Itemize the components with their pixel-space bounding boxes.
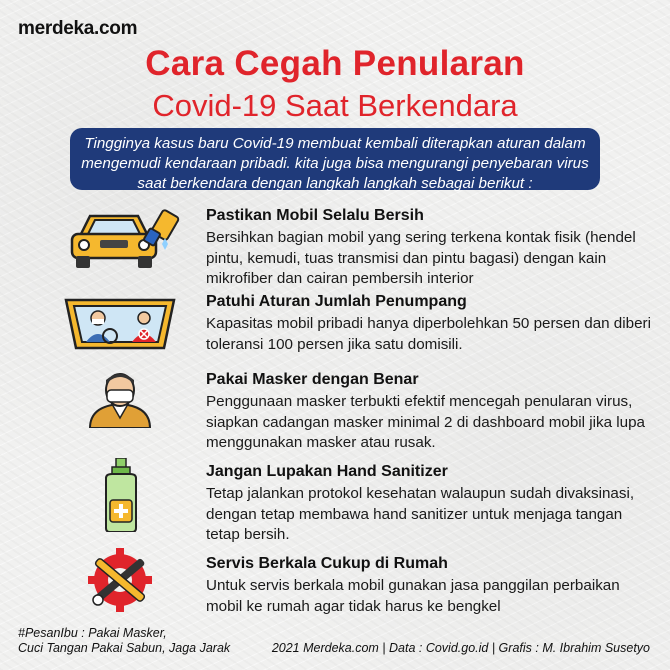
hashtag-note bbox=[18, 626, 230, 656]
hashtag-line-2: Cuci Tangan Pakai Sabun, Jaga Jarak bbox=[18, 641, 231, 655]
credit-line: 2021 Merdeka.com | Data : Covid.go.id | Grafis : M. Ibrahim Susetyo bbox=[271, 641, 650, 655]
masked-person-icon bbox=[60, 370, 180, 433]
page-subtitle: Covid-19 Saat Berkendara bbox=[152, 88, 518, 123]
brand-logo: merdeka.com bbox=[18, 18, 138, 39]
tip-body: Tetap jalankan protokol kesehatan walaupun sudah divaksinasi, dengan tetap membawa hand sanitizer untuk menjaga tangan tetap bersih. bbox=[206, 485, 635, 543]
tools-gear-icon bbox=[60, 548, 180, 617]
car-passenger-icon bbox=[60, 292, 180, 361]
tip-heading: Servis Berkala Cukup di Rumah bbox=[206, 555, 448, 572]
sanitizer-bottle-icon bbox=[60, 458, 180, 537]
tip-heading: Patuhi Aturan Jumlah Penumpang bbox=[206, 293, 467, 310]
tip-body: Bersihkan bagian mobil yang sering terkena kontak fisik (hendel pintu, kemudi, tuas transmisi dan pintu bagasi) dengan kain mikrofiber dan cairan pembersih interior bbox=[206, 229, 636, 287]
intro-box: Tingginya kasus baru Covid-19 membuat kembali diterapkan aturan dalam mengemudi kendaraan pribadi. kita juga bisa mengurangi penyebaran virus saat berkendara dengan langkah langkah sebagai berikut : bbox=[70, 128, 600, 190]
car-cleaning-icon bbox=[60, 206, 180, 281]
tip-body: Penggunaan masker terbukti efektif mencegah penularan virus, siapkan cadangan masker minimal 2 di dashboard mobil jika lupa menggunakan masker atau rusak. bbox=[206, 393, 645, 451]
tip-body: Kapasitas mobil pribadi hanya diperbolehkan 50 persen dan diberi toleransi 100 persen jika satu domisili. bbox=[206, 315, 651, 353]
page-title: Cara Cegah Penularan bbox=[145, 44, 525, 83]
tip-body: Untuk servis berkala mobil gunakan jasa panggilan perbaikan mobil ke rumah agar tidak harus ke bengkel bbox=[206, 577, 620, 615]
tip-heading: Pakai Masker dengan Benar bbox=[206, 371, 419, 388]
tip-heading: Pastikan Mobil Selalu Bersih bbox=[206, 207, 424, 224]
hashtag-line-1: #PesanIbu : Pakai Masker, bbox=[18, 626, 167, 640]
tip-heading: Jangan Lupakan Hand Sanitizer bbox=[206, 463, 448, 480]
